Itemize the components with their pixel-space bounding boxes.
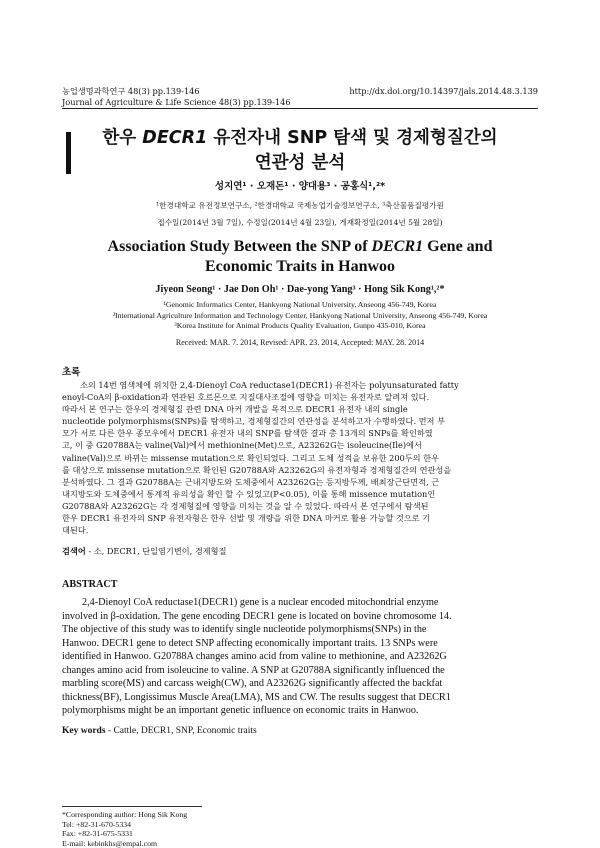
abstract-ko-line: 한우 DECR1 유전자의 SNP 유전자형은 한우 선발 및 개량을 위한 DNA 마커로 활용 가능할 것으로 기 [62,513,431,524]
abstract-en-line: marbling score(MS) and carcass weigh(CW), and A23262G significantly affected the backfat [62,678,443,689]
abstract-en-line: thickness(BF), Longissimus Muscle Area(LMA), MS and CW. The results suggest that DECR1 [62,691,451,703]
keywords-english [62,726,538,736]
abstract-en-body [62,596,538,718]
abstract-en-line: changes amino acid from isoleucine to valine. A SNP at G20788A significantly influenced the [62,664,445,676]
abstract-ko-line: 분석하였다. 그 결과 G20788A는 근내지방도와 도체중에서 A23262G는 등지방두께, 배최장근단면적, 근 [62,476,440,487]
abstract-ko-heading: 초록 [62,367,81,378]
abstract-en-line: polymorphisms might be an important genetic influence on economic traits in Hanwoo. [62,705,419,716]
title-en-pre: Association Study Between the SNP of [107,238,372,255]
journal-korean: 농업생명과학연구 48(3) pp.139-146 [62,86,200,96]
abstract-ko-line: 를 대상으로 missense mutation으로 확인된 G20788A와 A23262G의 유전자형과 경제형질간의 연관성을 [62,464,452,475]
abstract-ko-line: 소의 14번 염색체에 위치한 2,4-Dienoyl CoA reductase1(DECR1) 유전자는 polyunsaturated fatty [80,380,459,390]
title-ko-pre: 한우 [102,128,143,148]
affiliations-korean: ¹한경대학교 유전정보연구소, ²한경대학교 국제농업기술정보연구소, ³축산물품질평가원 [156,201,444,210]
journal-english: Journal of Agriculture & Life Science 48(3) pp.139-146 [62,97,291,107]
footnote-tel: Tel: +82-31-670-5334 [62,819,132,829]
abstract-ko-line: 대된다. [62,525,89,536]
abstract-ko-line: 내지방도와 도체중에서 통계적 유의성을 확인 할 수 있었고(P<0.05), 이를 통해 missence mutation인 [62,488,436,499]
abstract-ko-line: G20788A와 A23262G는 각 경제형질에 영향을 미치는 것을 알 수 있었다. 따라서 본 연구에서 탐색된 [62,500,429,511]
footnote-author: *Corresponding author: Hong Sik Kong [62,810,188,819]
title-ko-line2: 연관성 분석 [254,153,346,173]
english-title [70,237,530,277]
abstract-ko-line: nucleotide polymorphisms(SNPs)를 탐색하고, 경제형질간의 연관성을 분석하고자 수행하였다. 먼저 부 [62,416,445,427]
title-en-line2: Economic Traits in Hanwoo [204,258,396,275]
keywords-ko-label: 검색어 [62,546,86,556]
keywords-en-text: - Cattle, DECR1, SNP, Economic traits [105,726,257,736]
abstract-ko-body [62,379,538,536]
dates-korean: 접수일(2014년 3월 7일), 수정일(2014년 4월 23일), 게재확정일(2014년 5월 28일) [157,218,443,227]
abstract-en-heading: ABSTRACT [62,579,118,590]
keywords-ko-text: - 소, DECR1, 단일염기변이, 경제형질 [85,546,227,556]
title-en-gene: DECR1 [371,238,424,255]
title-en-post: Gene and [423,238,493,255]
abstract-en-line: identified in Hanwoo. G20788A changes amino acid from valine to methionine, and A23262G [62,651,447,662]
keywords-en-label: Key words [62,726,106,736]
title-ko-post: 유전자내 SNP 탐색 및 경제형질간의 [207,128,498,148]
abstract-en-line: 2,4-Dienoyl CoA reductase1(DECR1) gene is a nuclear encoded mitochondrial enzyme [82,597,439,608]
footnote-fax: Fax: +82-31-675-5331 [62,829,133,838]
affiliations-english [70,300,530,332]
korean-title [70,126,530,176]
abstract-ko-line: valine(Val)으로 바뀌는 missense mutation으로 확인되었다. 그리고 도체 성적을 보유한 200두의 한우 [62,452,439,463]
affiliation-1: ¹Genomic Informatics Center, Hankyong National University, Anseong 456-749, Korea [163,300,437,309]
footnote-rule [62,806,202,807]
abstract-en-line: Hanwoo. DECR1 gene to detect SNP affecting economically important traits. 13 SNPs were [62,637,438,649]
abstract-ko-line: 따라서 본 연구는 한우의 경제형질 관련 DNA 마커 개발을 목적으로 DECR1 유전자 내의 single [62,404,408,415]
corresponding-footnote [62,810,187,848]
doi-link[interactable]: http://dx.doi.org/10.14397/jals.2014.48.3.139 [349,86,538,96]
affiliation-2: ²International Agriculture Information and Technology Center, Hankyong National University, Anseong 456-749, Korea [112,310,488,320]
affiliation-3: ³Korea Institute for Animal Products Quality Evaluation, Gunpo 435-010, Korea [174,321,426,330]
running-header [62,86,538,97]
title-ko-gene: DECR1 [142,128,208,148]
abstract-ko-line: 모가 서로 다른 한우 종모우에서 DECR1 유전자 내의 SNP를 탐색한 결과 총 13개의 SNPs를 확인하였 [62,428,433,439]
footnote-email[interactable]: E-mail: kebinkhs@empal.com [62,838,158,848]
keywords-korean [62,545,538,557]
header-rule [62,108,538,109]
abstract-en-line: The objective of this study was to identify single nucleotide polymorphisms(SNPs) in the [62,624,427,635]
abstract-ko-line: enoyl-CoA의 β-oxidation과 연관된 호르몬으로 지질대사조절에 영향을 미치는 유전자로 알려져 있다. [62,392,430,403]
authors-english: Jiyeon Seong¹ · Jae Don Oh¹ · Dae-yong Yang³ · Hong Sik Kong¹,²* [155,284,445,295]
authors-korean: 성지연¹ · 오재돈¹ · 양대용³ · 공홍식¹,²* [214,181,386,192]
dates-english: Received: MAR. 7. 2014, Revised: APR. 23. 2014, Accepted: MAY. 28. 2014 [175,338,425,347]
abstract-en-line: involved in β-oxidation. The gene encoding DECR1 gene is located on bovine chromosome 14. [62,610,452,622]
abstract-ko-line: 고, 이 중 G20788A는 valine(Val)에서 methionine(Met)으로, A23262G는 isoleucine(Ile)에서 [62,440,422,451]
